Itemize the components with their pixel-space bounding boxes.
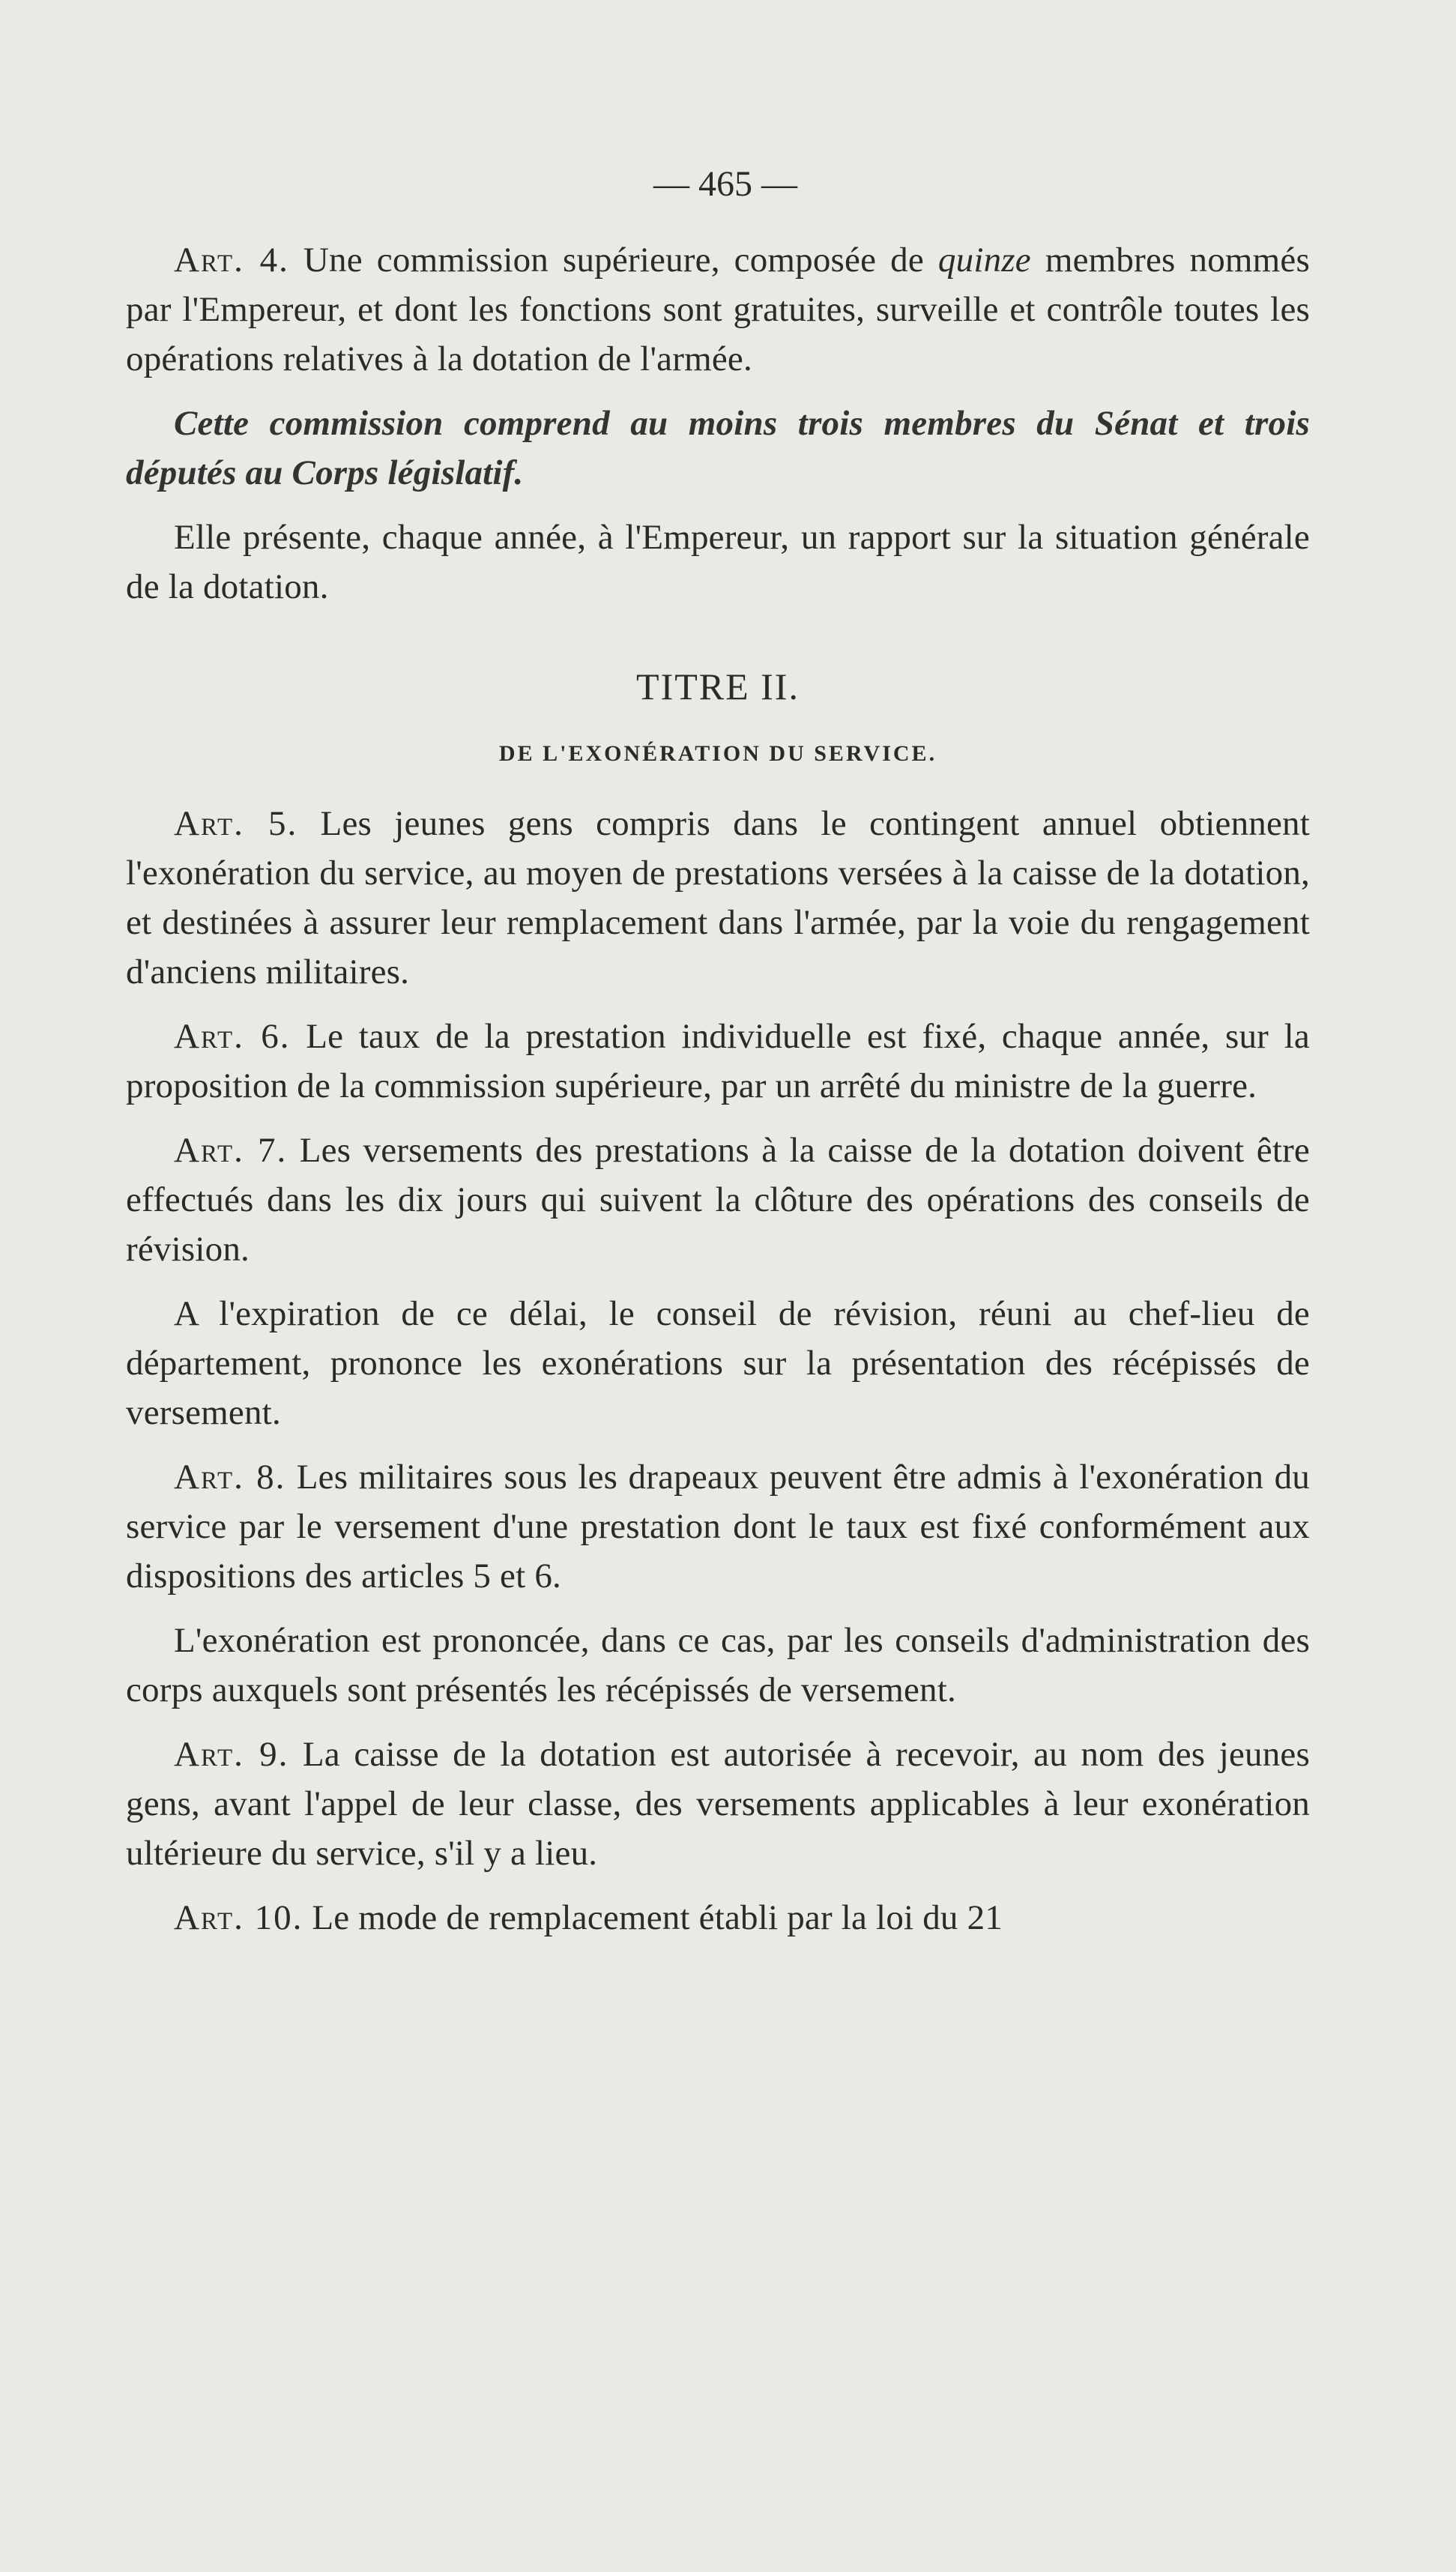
article-7-label: Art. 7. — [174, 1131, 288, 1170]
article-8-paragraph-2: L'exonération est prononcée, dans ce cas, par les conseils d'administration des corps auxquels sont présentés les récépissés de versement. — [126, 1621, 1310, 1709]
section-title: TITRE II. — [636, 665, 800, 707]
article-5-label: Art. 5. — [174, 804, 298, 843]
article-4-text-after: membres nommés par l'Empereur, et dont les fonctions sont gratuites, surveille et contrôle toutes les opérations relatives à la dotation de l'armée. — [126, 241, 1310, 378]
article-9-text: La caisse de la dotation est autorisée à recevoir, au nom des jeunes gens, avant l'appel de leur classe, des versements applicables à leur exonération ultérieure du service, s'il y a lieu. — [126, 1735, 1310, 1873]
section-subtitle: DE L'EXONÉRATION DU SERVICE. — [498, 741, 937, 766]
article-4-paragraph — [126, 235, 1310, 384]
article-8-text: Les militaires sous les drapeaux peuvent être admis à l'exonération du service par le versement d'une prestation dont le taux est fixé conformément aux dispositions des articles 5 et 6. — [126, 1458, 1310, 1596]
article-6-label: Art. 6. — [174, 1017, 291, 1056]
article-9-label: Art. 9. — [174, 1735, 289, 1774]
article-10-text: Le mode de remplacement établi par la loi du 21 — [303, 1898, 1003, 1937]
text-body — [126, 163, 1310, 1942]
article-8-label: Art. 8. — [174, 1458, 286, 1497]
page-number: — 465 — — [653, 164, 797, 204]
article-5-text: Les jeunes gens compris dans le contingent annuel obtiennent l'exonération du service, au moyen de prestations versées à la caisse de la dotation, et destinées à assurer leur remplacement dans l'armée, par la voie du rengagement d'anciens militaires. — [126, 804, 1310, 991]
article-6-text: Le taux de la prestation individuelle est fixé, chaque année, sur la proposition de la commission supérieure, par un arrêté du ministre de la guerre. — [126, 1017, 1310, 1105]
article-9-paragraph — [126, 1730, 1310, 1878]
article-4-paragraph-3: Elle présente, chaque année, à l'Empereur, un rapport sur la situation générale de la dotation. — [126, 518, 1310, 606]
article-4-italic-word: quinze — [937, 241, 1031, 280]
article-6-paragraph — [126, 1012, 1310, 1111]
article-8-paragraph — [126, 1452, 1310, 1601]
article-10-label: Art. 10. — [174, 1898, 303, 1937]
article-4-paragraph-2: Cette commission comprend au moins trois membres du Sénat et trois députés au Corps législatif. — [126, 404, 1310, 492]
article-5-paragraph — [126, 799, 1310, 997]
article-4-text-before: Une commission supérieure, composée de — [289, 241, 938, 280]
article-10-paragraph — [126, 1893, 1310, 1942]
article-7-paragraph-2: A l'expiration de ce délai, le conseil de révision, réuni au chef-lieu de département, prononce les exonérations sur la présentation des récépissés de versement. — [126, 1294, 1310, 1432]
article-4-label: Art. 4. — [174, 241, 289, 280]
article-7-paragraph — [126, 1126, 1310, 1274]
article-7-text: Les versements des prestations à la caisse de la dotation doivent être effectués dans les dix jours qui suivent la clôture des opérations des conseils de révision. — [126, 1131, 1310, 1269]
